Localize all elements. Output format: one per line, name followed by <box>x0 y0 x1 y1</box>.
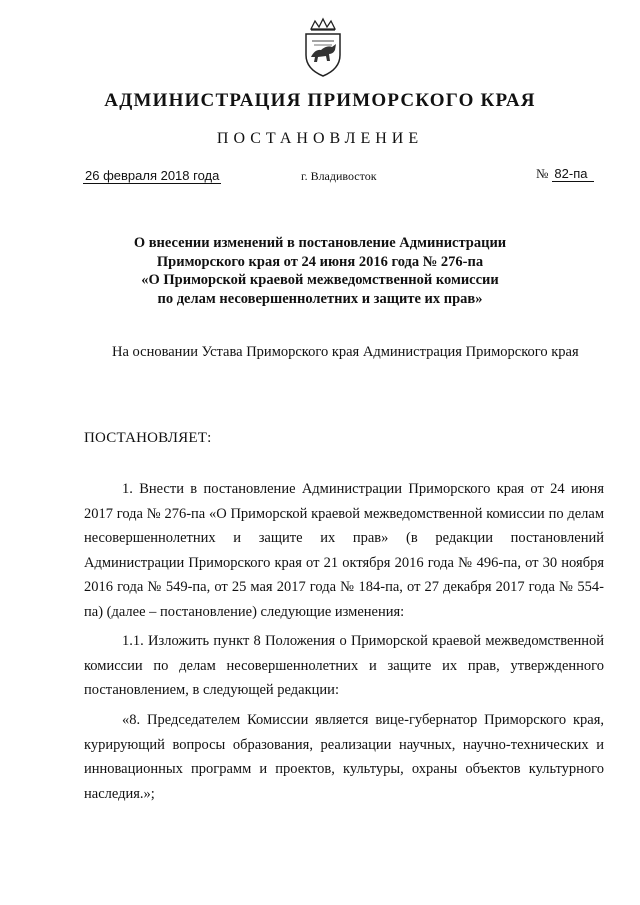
resolves-heading: ПОСТАНОВЛЯЕТ: <box>84 430 212 446</box>
document-title <box>100 234 540 308</box>
number-label: № <box>536 166 549 181</box>
coat-of-arms-emblem <box>301 17 345 79</box>
number-value: 82-па <box>552 166 594 182</box>
title-line: О внесении изменений в постановление Администрации <box>133 235 507 251</box>
organization-name: АДМИНИСТРАЦИЯ ПРИМОРСКОГО КРАЯ <box>104 90 536 111</box>
document-date: 26 февраля 2018 года <box>85 168 220 183</box>
title-line: по делам несовершеннолетних и защите их прав» <box>157 290 483 307</box>
basis-paragraph: На основании Устава Приморского края Администрация Приморского края <box>112 344 579 360</box>
document-type: ПОСТАНОВЛЕНИЕ <box>216 130 424 147</box>
item-1-paragraph: 1. Внести в постановление Администрации Приморского края от 24 июня 2017 года № 276-па «О Приморской краевой межведомственной комиссии по делам несовершеннолетних и защите их прав» (в редакции постановлений Администрации Приморского края от 21 октября 2016 года № 496-па, от 30 ноября 2016 года № 549-па, от 25 мая 2017 года № 184-па, от 27 декабря 2017 года № 554-па) (далее – постановление) следующие изменения: <box>84 481 604 620</box>
document-number <box>536 166 594 182</box>
item-1-1-paragraph: 1.1. Изложить пункт 8 Положения о Приморской краевой межведомственной комиссии по делам несовершеннолетних и защите их прав, утвержденного постановлением, в следующей редакции: <box>84 633 604 698</box>
title-line: Приморского края от 24 июня 2016 года № 276-па <box>156 253 484 270</box>
item-8-paragraph: «8. Председателем Комиссии является вице-губернатор Приморского края, курирующий вопросы образования, реализации научных, научно-технических и инновационных программ и проектов, культуры, охраны объектов культурного наследия.»; <box>84 712 604 802</box>
document-city: г. Владивосток <box>301 169 377 183</box>
title-line: «О Приморской краевой межведомственной комиссии <box>141 272 499 288</box>
